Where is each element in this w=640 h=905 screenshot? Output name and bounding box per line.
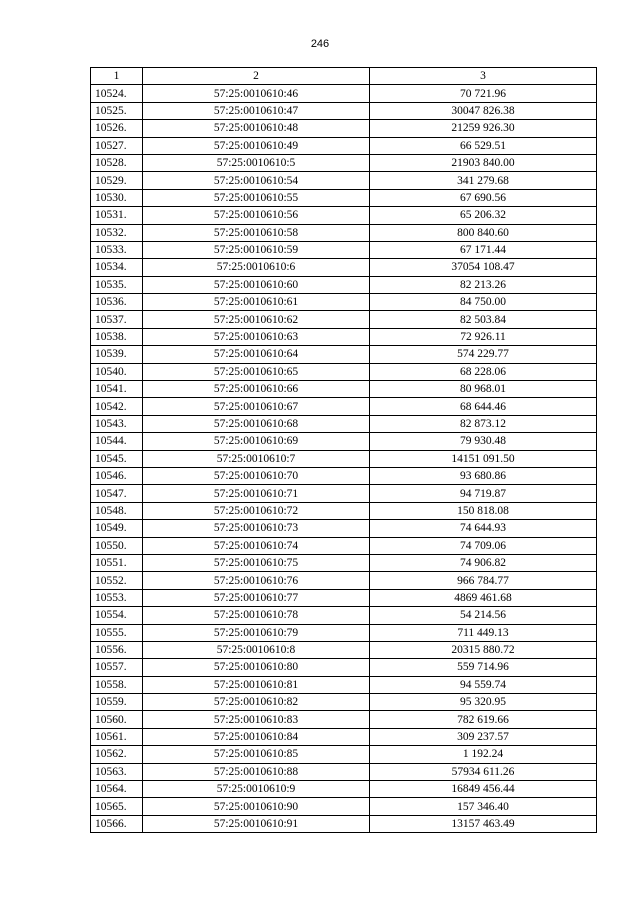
value-cell: 57934 611.26 <box>370 763 597 780</box>
table-row <box>91 467 597 484</box>
value-cell: 82 213.26 <box>370 276 597 293</box>
table-row <box>91 415 597 432</box>
row-number-cell: 10537. <box>91 311 143 328</box>
table-row <box>91 728 597 745</box>
table-row <box>91 311 597 328</box>
table-row <box>91 554 597 571</box>
value-cell: 341 279.68 <box>370 172 597 189</box>
cadastral-number-cell: 57:25:0010610:70 <box>143 467 370 484</box>
row-number-cell: 10553. <box>91 589 143 606</box>
row-number-cell: 10547. <box>91 485 143 502</box>
table-header-row <box>91 68 597 85</box>
table-row <box>91 85 597 102</box>
row-number-cell: 10552. <box>91 572 143 589</box>
column-header-1: 1 <box>91 68 143 85</box>
table-row <box>91 641 597 658</box>
cadastral-number-cell: 57:25:0010610:75 <box>143 554 370 571</box>
row-number-cell: 10543. <box>91 415 143 432</box>
row-number-cell: 10564. <box>91 781 143 798</box>
column-header-3: 3 <box>370 68 597 85</box>
row-number-cell: 10556. <box>91 641 143 658</box>
value-cell: 68 644.46 <box>370 398 597 415</box>
value-cell: 67 171.44 <box>370 241 597 258</box>
value-cell: 54 214.56 <box>370 607 597 624</box>
cadastral-number-cell: 57:25:0010610:7 <box>143 450 370 467</box>
table-row <box>91 276 597 293</box>
table-row <box>91 137 597 154</box>
row-number-cell: 10545. <box>91 450 143 467</box>
value-cell: 95 320.95 <box>370 694 597 711</box>
row-number-cell: 10563. <box>91 763 143 780</box>
value-cell: 20315 880.72 <box>370 641 597 658</box>
value-cell: 800 840.60 <box>370 224 597 241</box>
cadastral-number-cell: 57:25:0010610:65 <box>143 363 370 380</box>
value-cell: 309 237.57 <box>370 728 597 745</box>
cadastral-number-cell: 57:25:0010610:88 <box>143 763 370 780</box>
cadastral-number-cell: 57:25:0010610:59 <box>143 241 370 258</box>
cadastral-number-cell: 57:25:0010610:76 <box>143 572 370 589</box>
table-row <box>91 589 597 606</box>
cadastral-number-cell: 57:25:0010610:48 <box>143 120 370 137</box>
value-cell: 65 206.32 <box>370 207 597 224</box>
row-number-cell: 10528. <box>91 154 143 171</box>
row-number-cell: 10525. <box>91 102 143 119</box>
row-number-cell: 10538. <box>91 328 143 345</box>
table-row <box>91 659 597 676</box>
table-row <box>91 381 597 398</box>
table-row <box>91 746 597 763</box>
value-cell: 82 873.12 <box>370 415 597 432</box>
cadastral-number-cell: 57:25:0010610:60 <box>143 276 370 293</box>
table-row <box>91 763 597 780</box>
cadastral-number-cell: 57:25:0010610:91 <box>143 815 370 832</box>
cadastral-number-cell: 57:25:0010610:56 <box>143 207 370 224</box>
cadastral-number-cell: 57:25:0010610:62 <box>143 311 370 328</box>
value-cell: 70 721.96 <box>370 85 597 102</box>
cadastral-number-cell: 57:25:0010610:69 <box>143 433 370 450</box>
cadastral-number-cell: 57:25:0010610:8 <box>143 641 370 658</box>
row-number-cell: 10542. <box>91 398 143 415</box>
cadastral-number-cell: 57:25:0010610:80 <box>143 659 370 676</box>
cadastral-number-cell: 57:25:0010610:81 <box>143 676 370 693</box>
cadastral-number-cell: 57:25:0010610:78 <box>143 607 370 624</box>
row-number-cell: 10535. <box>91 276 143 293</box>
value-cell: 30047 826.38 <box>370 102 597 119</box>
value-cell: 21903 840.00 <box>370 154 597 171</box>
table-row <box>91 711 597 728</box>
table-row <box>91 572 597 589</box>
cadastral-number-cell: 57:25:0010610:83 <box>143 711 370 728</box>
value-cell: 94 719.87 <box>370 485 597 502</box>
cadastral-number-cell: 57:25:0010610:82 <box>143 694 370 711</box>
row-number-cell: 10554. <box>91 607 143 624</box>
row-number-cell: 10526. <box>91 120 143 137</box>
value-cell: 711 449.13 <box>370 624 597 641</box>
cadastral-number-cell: 57:25:0010610:72 <box>143 502 370 519</box>
table-row <box>91 120 597 137</box>
cadastral-number-cell: 57:25:0010610:63 <box>143 328 370 345</box>
row-number-cell: 10549. <box>91 520 143 537</box>
value-cell: 13157 463.49 <box>370 815 597 832</box>
row-number-cell: 10544. <box>91 433 143 450</box>
value-cell: 74 644.93 <box>370 520 597 537</box>
value-cell: 37054 108.47 <box>370 259 597 276</box>
row-number-cell: 10558. <box>91 676 143 693</box>
cadastral-number-cell: 57:25:0010610:85 <box>143 746 370 763</box>
table-row <box>91 815 597 832</box>
cadastral-number-cell: 57:25:0010610:90 <box>143 798 370 815</box>
row-number-cell: 10532. <box>91 224 143 241</box>
value-cell: 74 709.06 <box>370 537 597 554</box>
value-cell: 74 906.82 <box>370 554 597 571</box>
cadastral-number-cell: 57:25:0010610:47 <box>143 102 370 119</box>
value-cell: 94 559.74 <box>370 676 597 693</box>
table-row <box>91 485 597 502</box>
value-cell: 67 690.56 <box>370 189 597 206</box>
row-number-cell: 10555. <box>91 624 143 641</box>
table-body <box>91 85 597 833</box>
row-number-cell: 10548. <box>91 502 143 519</box>
value-cell: 66 529.51 <box>370 137 597 154</box>
row-number-cell: 10559. <box>91 694 143 711</box>
table-row <box>91 328 597 345</box>
cadastral-number-cell: 57:25:0010610:6 <box>143 259 370 276</box>
row-number-cell: 10546. <box>91 467 143 484</box>
table-row <box>91 241 597 258</box>
table-row <box>91 172 597 189</box>
column-header-2: 2 <box>143 68 370 85</box>
cadastral-number-cell: 57:25:0010610:68 <box>143 415 370 432</box>
row-number-cell: 10536. <box>91 294 143 311</box>
table-row <box>91 207 597 224</box>
table-row <box>91 259 597 276</box>
table-row <box>91 189 597 206</box>
value-cell: 966 784.77 <box>370 572 597 589</box>
row-number-cell: 10530. <box>91 189 143 206</box>
cadastral-number-cell: 57:25:0010610:84 <box>143 728 370 745</box>
table-row <box>91 502 597 519</box>
value-cell: 574 229.77 <box>370 346 597 363</box>
row-number-cell: 10550. <box>91 537 143 554</box>
value-cell: 157 346.40 <box>370 798 597 815</box>
table-row <box>91 798 597 815</box>
cadastral-number-cell: 57:25:0010610:61 <box>143 294 370 311</box>
row-number-cell: 10540. <box>91 363 143 380</box>
value-cell: 68 228.06 <box>370 363 597 380</box>
row-number-cell: 10524. <box>91 85 143 102</box>
table-row <box>91 607 597 624</box>
cadastral-number-cell: 57:25:0010610:55 <box>143 189 370 206</box>
value-cell: 80 968.01 <box>370 381 597 398</box>
value-cell: 82 503.84 <box>370 311 597 328</box>
table-row <box>91 224 597 241</box>
cadastral-number-cell: 57:25:0010610:54 <box>143 172 370 189</box>
row-number-cell: 10561. <box>91 728 143 745</box>
cadastral-number-cell: 57:25:0010610:79 <box>143 624 370 641</box>
row-number-cell: 10527. <box>91 137 143 154</box>
row-number-cell: 10533. <box>91 241 143 258</box>
row-number-cell: 10539. <box>91 346 143 363</box>
value-cell: 1 192.24 <box>370 746 597 763</box>
cadastral-number-cell: 57:25:0010610:73 <box>143 520 370 537</box>
table-row <box>91 102 597 119</box>
table-row <box>91 450 597 467</box>
row-number-cell: 10557. <box>91 659 143 676</box>
row-number-cell: 10529. <box>91 172 143 189</box>
table-row <box>91 154 597 171</box>
cadastral-number-cell: 57:25:0010610:66 <box>143 381 370 398</box>
table-row <box>91 624 597 641</box>
value-cell: 14151 091.50 <box>370 450 597 467</box>
cadastral-number-cell: 57:25:0010610:58 <box>143 224 370 241</box>
cadastral-number-cell: 57:25:0010610:77 <box>143 589 370 606</box>
cadastral-number-cell: 57:25:0010610:49 <box>143 137 370 154</box>
value-cell: 150 818.08 <box>370 502 597 519</box>
row-number-cell: 10541. <box>91 381 143 398</box>
row-number-cell: 10560. <box>91 711 143 728</box>
value-cell: 21259 926.30 <box>370 120 597 137</box>
value-cell: 79 930.48 <box>370 433 597 450</box>
table-row <box>91 694 597 711</box>
value-cell: 84 750.00 <box>370 294 597 311</box>
value-cell: 782 619.66 <box>370 711 597 728</box>
row-number-cell: 10565. <box>91 798 143 815</box>
cadastral-number-cell: 57:25:0010610:9 <box>143 781 370 798</box>
cadastral-number-cell: 57:25:0010610:74 <box>143 537 370 554</box>
table-row <box>91 346 597 363</box>
row-number-cell: 10551. <box>91 554 143 571</box>
table-row <box>91 398 597 415</box>
table-row <box>91 433 597 450</box>
value-cell: 559 714.96 <box>370 659 597 676</box>
table-row <box>91 537 597 554</box>
cadastral-number-cell: 57:25:0010610:67 <box>143 398 370 415</box>
cadastral-number-cell: 57:25:0010610:71 <box>143 485 370 502</box>
row-number-cell: 10566. <box>91 815 143 832</box>
table-row <box>91 781 597 798</box>
value-cell: 93 680.86 <box>370 467 597 484</box>
page-number: 246 <box>310 38 330 50</box>
table-row <box>91 520 597 537</box>
cadastral-number-cell: 57:25:0010610:5 <box>143 154 370 171</box>
row-number-cell: 10562. <box>91 746 143 763</box>
table-row <box>91 294 597 311</box>
value-cell: 72 926.11 <box>370 328 597 345</box>
registry-table <box>90 67 597 833</box>
table-row <box>91 363 597 380</box>
value-cell: 4869 461.68 <box>370 589 597 606</box>
row-number-cell: 10534. <box>91 259 143 276</box>
value-cell: 16849 456.44 <box>370 781 597 798</box>
cadastral-number-cell: 57:25:0010610:64 <box>143 346 370 363</box>
table-row <box>91 676 597 693</box>
row-number-cell: 10531. <box>91 207 143 224</box>
cadastral-number-cell: 57:25:0010610:46 <box>143 85 370 102</box>
